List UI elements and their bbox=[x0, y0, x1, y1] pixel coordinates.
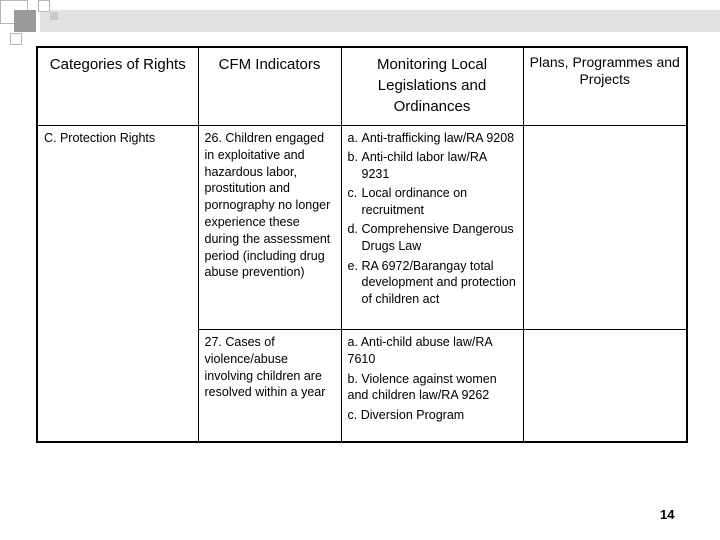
legislations-cell bbox=[341, 126, 523, 330]
list-item: a. Anti-trafficking law/RA 9208 bbox=[347, 131, 515, 145]
plans-cell bbox=[523, 330, 687, 442]
legislations-cell bbox=[341, 330, 523, 442]
header-row bbox=[37, 47, 687, 126]
list-item: c. Diversion Program bbox=[347, 408, 465, 423]
category-label: C. Protection Rights bbox=[44, 131, 156, 145]
header-cfm-indicators: CFM Indicators bbox=[198, 47, 341, 126]
header-plans: Plans, Programmes and Projects bbox=[523, 47, 687, 126]
list-item: d. Comprehensive Dangerous Drugs Law bbox=[347, 222, 514, 254]
list-item: b. Violence against women and children law/RA 9262 bbox=[347, 371, 497, 403]
header-categories: Categories of Rights bbox=[37, 47, 198, 126]
rights-table bbox=[36, 46, 688, 443]
plans-cell bbox=[523, 126, 687, 330]
decorative-square-icon bbox=[10, 33, 22, 45]
table-row bbox=[37, 126, 687, 330]
indicator-text: 27. Cases of violence/abuse involving children are resolved within a year bbox=[204, 335, 326, 400]
page-number: 14 bbox=[660, 507, 675, 522]
list-item: b. Anti-child labor law/RA 9231 bbox=[347, 150, 487, 182]
list-item: e. RA 6972/Barangay total development and protection of children act bbox=[347, 258, 516, 307]
header-bar bbox=[40, 10, 720, 32]
decorative-square-icon bbox=[38, 0, 50, 12]
indicator-cell bbox=[198, 330, 341, 442]
header-decoration bbox=[0, 0, 720, 48]
list-item: c. Local ordinance on recruitment bbox=[347, 186, 468, 218]
list-item: a. Anti-child abuse law/RA 7610 bbox=[347, 335, 493, 366]
decorative-square-icon bbox=[14, 10, 36, 32]
indicator-cell bbox=[198, 126, 341, 330]
category-cell bbox=[37, 126, 198, 442]
decorative-square-icon bbox=[50, 12, 58, 20]
indicator-text: 26. Children engaged in exploitative and hazardous labor, prostitution and pornography no longer experience these during the assessment period (including drug abuse prevention) bbox=[204, 131, 331, 280]
header-monitoring: Monitoring Local Legislations and Ordinances bbox=[341, 47, 523, 126]
